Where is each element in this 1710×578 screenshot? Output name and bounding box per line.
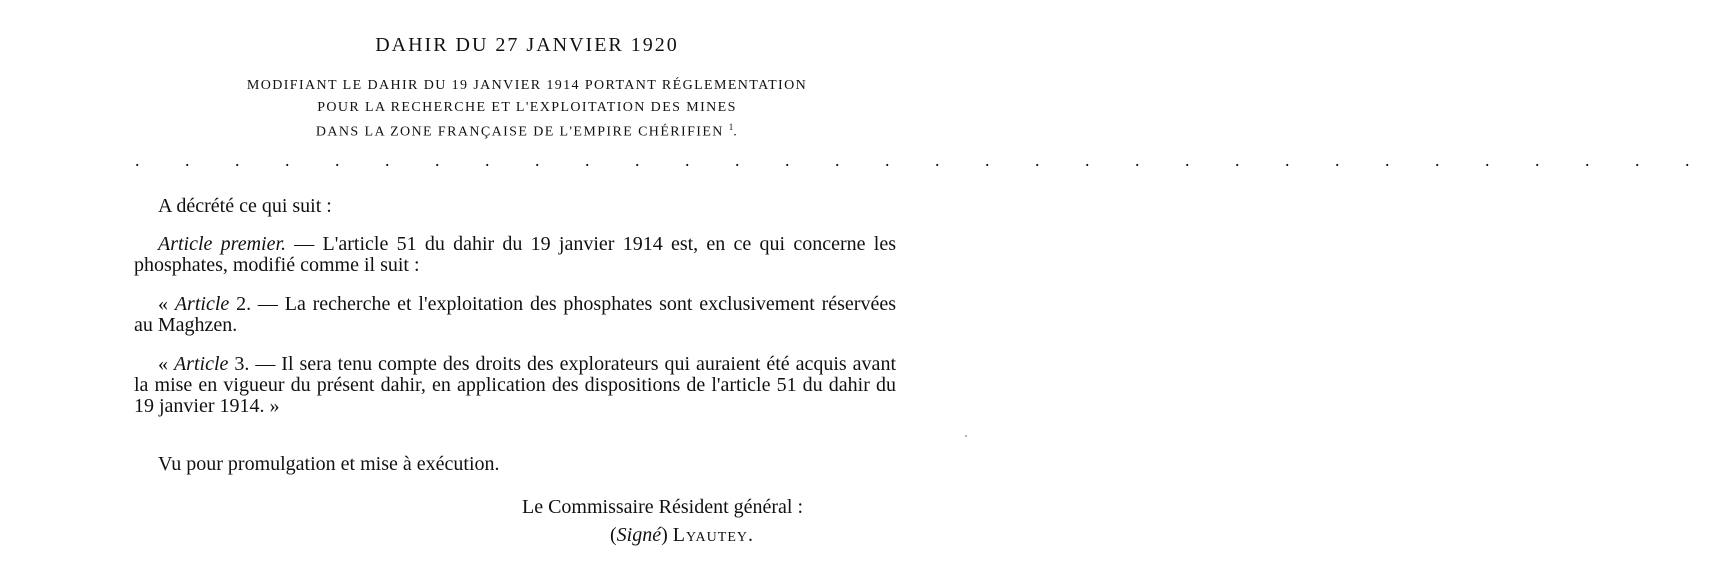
signature-line: (Signé) Lyautey.	[610, 524, 754, 546]
article-2-open-quote: «	[158, 293, 175, 315]
promulgation-line: Vu pour promulgation et mise à exécution.	[158, 453, 500, 475]
scan-speck	[965, 435, 967, 437]
decree-intro: A décrété ce qui suit :	[158, 195, 332, 217]
article-1	[134, 234, 896, 276]
article-3-label: Article	[173, 353, 229, 375]
subtitle-line-3: DANS LA ZONE FRANÇAISE DE L'EMPIRE CHÉRIFIEN $^1$.	[315, 122, 739, 140]
article-3-text: 3. — Il sera tenu compte des droits des explorateurs qui auraient été acquis avant la mise en vigueur du présent dahir, en application des dispositions de l'article 51 du dahir du 19 janvier 1914. »	[134, 353, 896, 417]
decree-title: DAHIR DU 27 JANVIER 1920	[375, 34, 679, 56]
signed-label: Signé	[616, 524, 662, 546]
article-3-open-quote: «	[158, 353, 174, 375]
signature-role: Le Commissaire Résident général :	[522, 496, 804, 518]
footnote-marker: 1	[728, 122, 734, 132]
article-1-text: — L'article 51 du dahir du 19 janvier 1914 est, en ce qui concerne les phosphates, modifié comme il suit :	[134, 233, 896, 276]
article-1-label: Article premier.	[158, 233, 287, 255]
ellipsis-separator: . . . . . . . . . . . . . . . . . . . . . . . . . . . . . . . .	[135, 150, 1710, 170]
article-2	[134, 294, 896, 336]
article-2-text: 2. — La recherche et l'exploitation des phosphates sont exclusivement réservées au Maghzen.	[134, 293, 897, 336]
subtitle-line-3-text: DANS LA ZONE FRANÇAISE DE L'EMPIRE CHÉRIFIEN	[315, 124, 724, 140]
article-3	[134, 354, 896, 417]
subtitle-line-1: MODIFIANT LE DAHIR DU 19 JANVIER 1914 PORTANT RÉGLEMENTATION	[246, 78, 808, 93]
subtitle-line-2: POUR LA RECHERCHE ET L'EXPLOITATION DES MINES	[317, 100, 737, 115]
signatory-name: Lyautey.	[672, 524, 754, 546]
article-2-label: Article	[174, 293, 230, 315]
